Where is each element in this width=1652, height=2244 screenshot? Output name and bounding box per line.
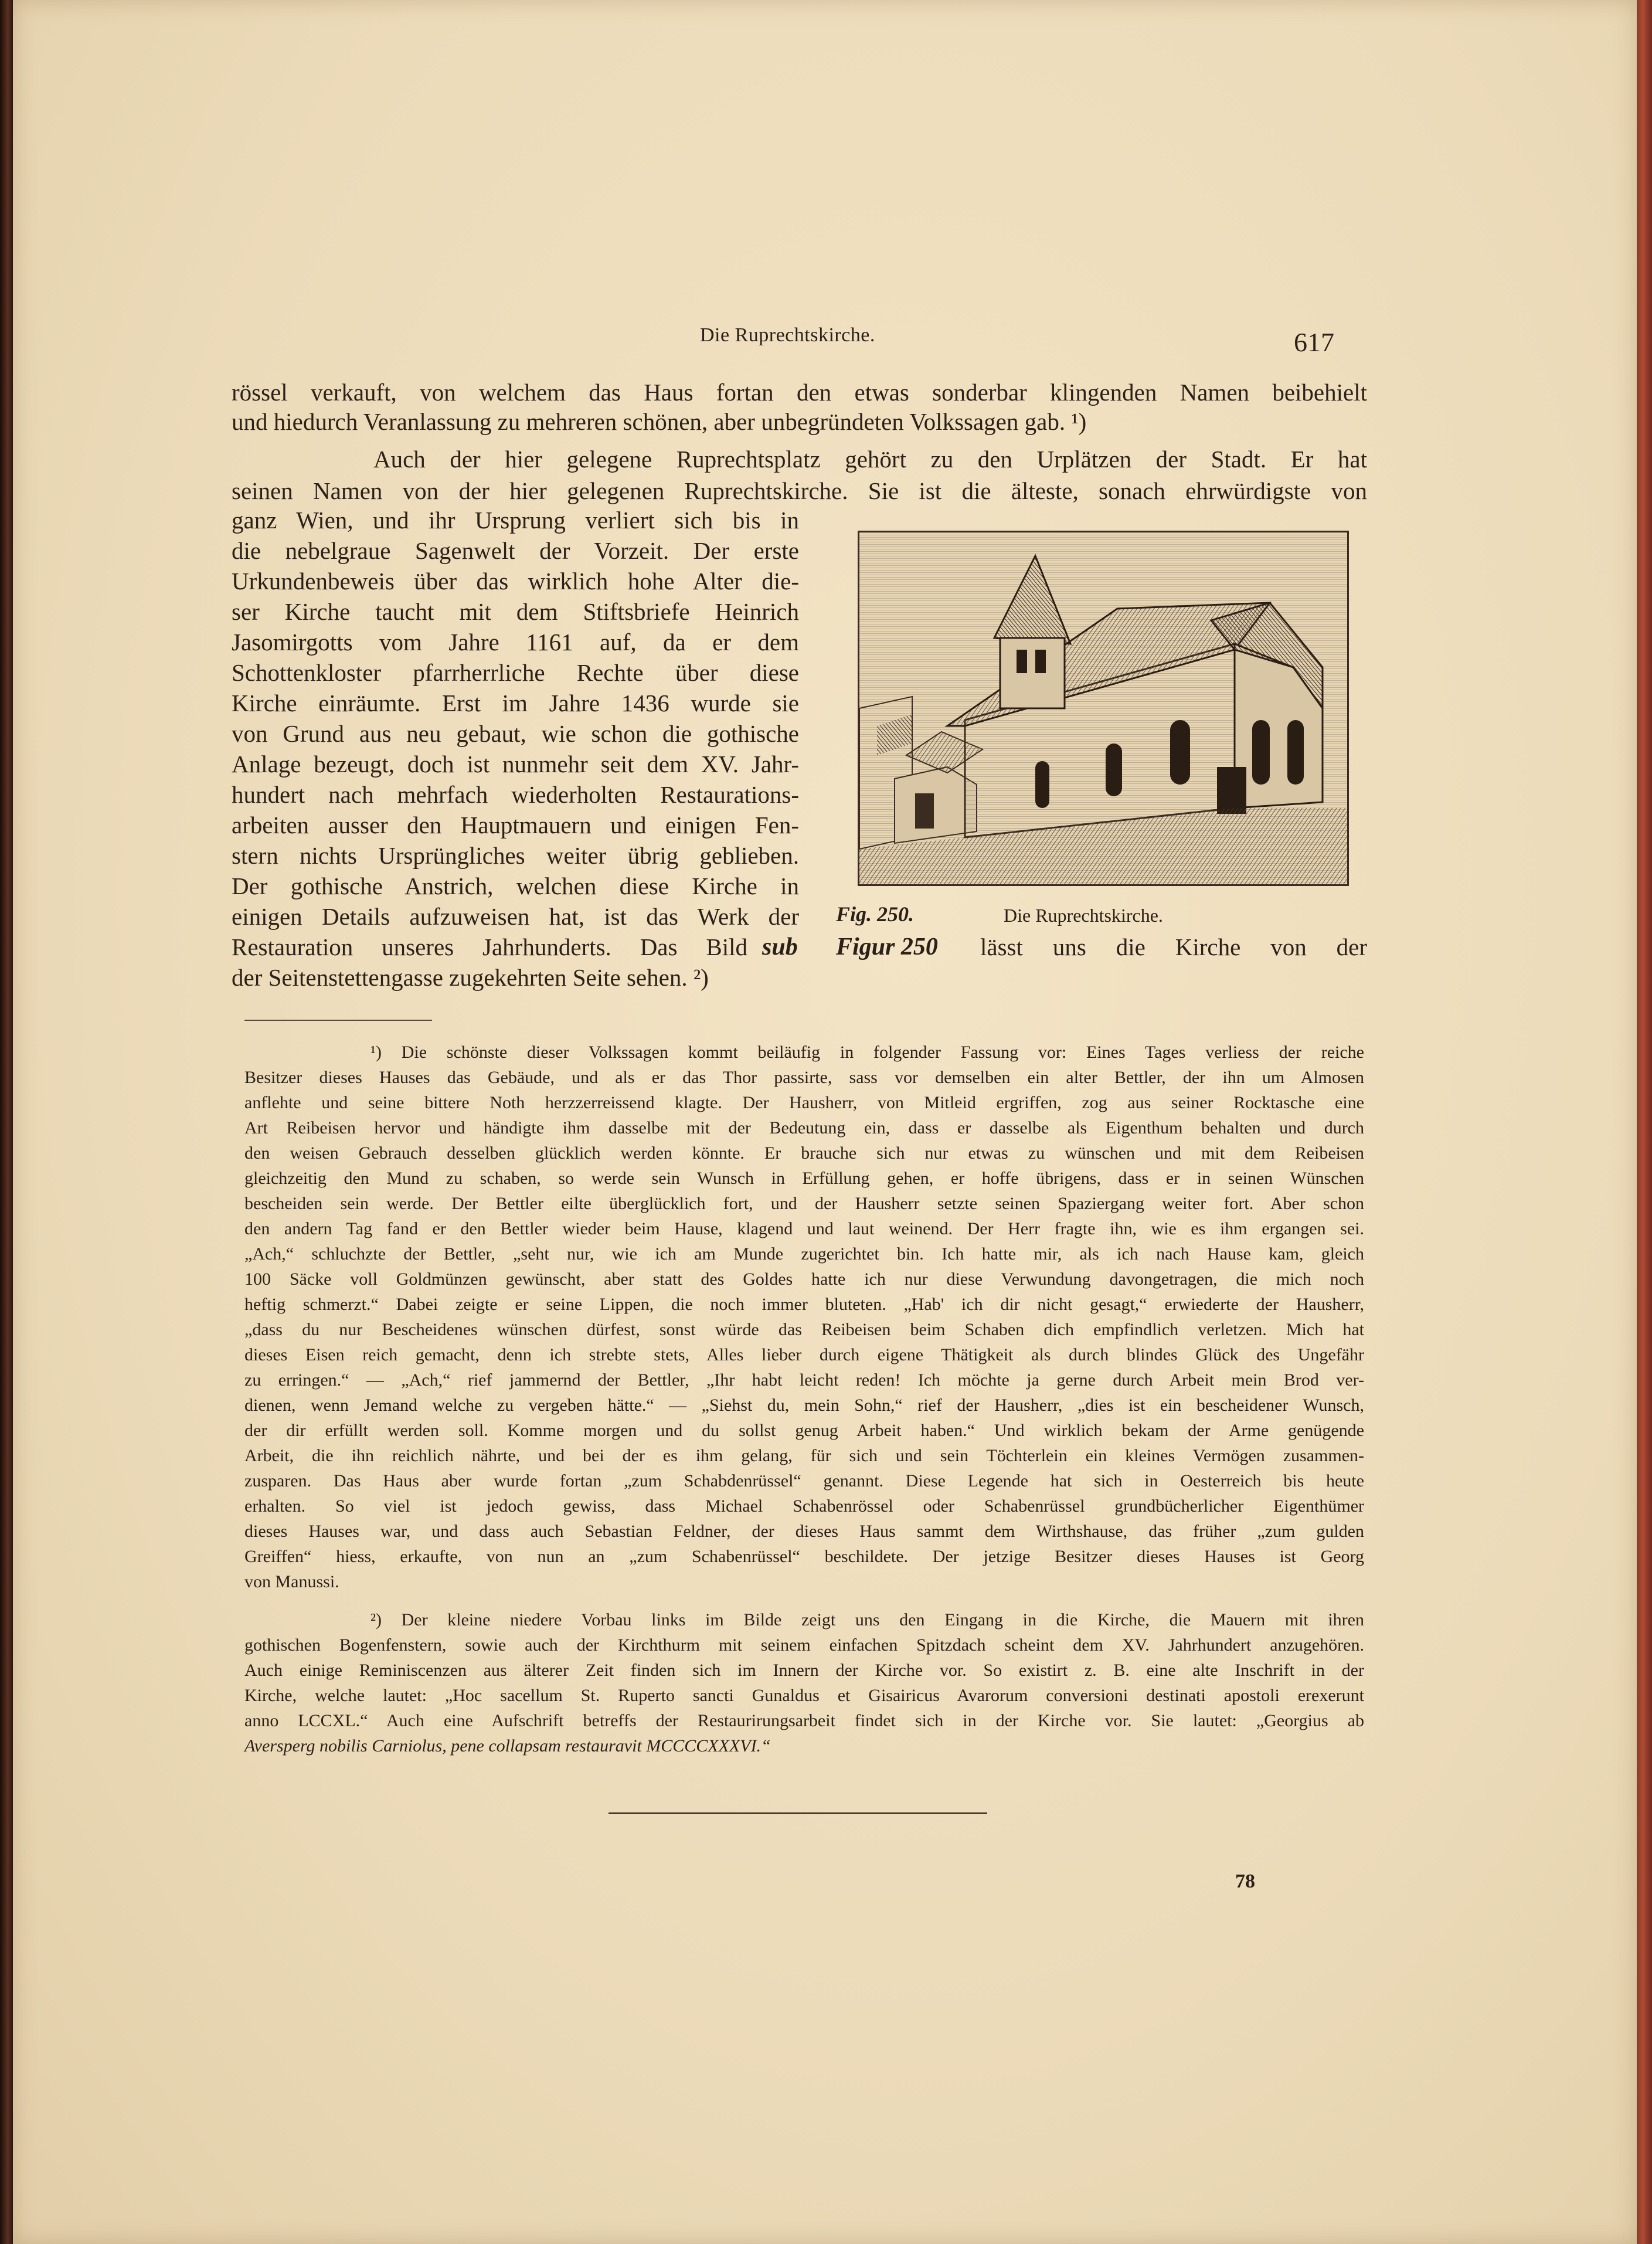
footnote-line: zusparen. Das Haus aber wurde fortan „zum Schabdenrüssel“ genannt. Diese Legende hat sich in Oesterreich bis heute: [244, 1471, 1364, 1491]
body-line: Jasomirgotts vom Jahre 1161 auf, da er dem: [232, 629, 799, 656]
footnote-line: gothischen Bogenfenstern, sowie auch der Kirchthurm mit seinem einfachen Spitzdach scheint dem XV. Jahrhundert anzugehören.: [244, 1635, 1364, 1655]
church-engraving-image: [859, 532, 1347, 884]
church-illustration: [858, 531, 1349, 886]
footnote-line: der dir erfüllt werden soll. Komme morgen und du sollst genug Arbeit haben.“ Und wirklich bekam der Arme genügende: [244, 1421, 1364, 1440]
body-line: der Seitenstettengasse zugekehrten Seite sehen. ²): [232, 964, 709, 991]
book-gutter: [0, 0, 13, 2244]
footnote-line: dieses Hauses war, und dass auch Sebastian Feldner, der dieses Haus sammt dem Wirthshause, das früher „zum gulden: [244, 1522, 1364, 1541]
body-line: seinen Namen von der hier gelegenen Ruprechtskirche. Sie ist die älteste, sonach ehrwürdigste von: [232, 477, 1367, 504]
sub-word: sub: [762, 933, 798, 960]
footnote-line: den weisen Gebrauch desselben glücklich werden könnte. Er brauche sich nur etwas zu wünschen und mit dem Reibeisen: [244, 1143, 1364, 1163]
footnote-line: anflehte und seine bittere Noth herzzerreissend klagte. Der Hausherr, von Mitleid ergriffen, zog aus seiner Rocktasche eine: [244, 1093, 1364, 1112]
body-line: Schottenkloster pfarrherrliche Rechte über diese: [232, 659, 799, 686]
body-line: Urkundenbeweis über das wirklich hohe Alter die-: [232, 568, 799, 595]
footnote-line: dieses Eisen reich gemacht, denn ich strebte stets, Alles lieber durch eigene Thätigkeit als durch blindes Glück des Ungefähr: [244, 1345, 1364, 1364]
footnote-line: „dass du nur Bescheidenes wünschen dürfest, sonst würde das Reibeisen beim Schaben dich empfindlich verletzen. Mich hat: [244, 1320, 1364, 1339]
footnote-line: von Manussi.: [244, 1572, 339, 1591]
signature-mark: 78: [1235, 1870, 1255, 1892]
footnote-line: dienen, wenn Jemand welche zu vergeben hätte.“ — „Siehst du, mein Sohn,“ rief der Hausherr, „dies ist ein bescheidener Wunsch,: [244, 1396, 1364, 1415]
book-edge: [1637, 0, 1652, 2244]
footnote-rule: [244, 1020, 432, 1021]
footnote-line: Kirche, welche lautet: „Hoc sacellum St. Ruperto sancti Gunaldus et Gisairicus Avarorum conversioni destinati apostoli erexerunt: [244, 1686, 1364, 1705]
footnote-line: heftig schmerzt.“ Dabei zeigte er seine Lippen, die noch immer bluteten. „Hab' ich dir nicht gesagt,“ erwiederte der Hausherr,: [244, 1295, 1364, 1314]
footnote-line: Aversperg nobilis Carniolus, pene collapsam restauravit MCCCCXXXVI.“: [244, 1736, 771, 1756]
body-line: und hiedurch Veranlassung zu mehreren schönen, aber unbegründeten Volkssagen gab. ¹): [232, 408, 1087, 435]
footnote-line: Besitzer dieses Hauses das Gebäude, und als er das Thor passirte, sass vor demselben ein alter Bettler, der ihn um Almosen: [244, 1068, 1364, 1087]
body-line: lässt uns die Kirche von der: [980, 933, 1367, 960]
running-header: Die Ruprechtskirche.: [700, 324, 875, 346]
figure-reference: Figur 250: [836, 933, 938, 960]
footnote-line: anno LCCXL.“ Auch eine Aufschrift betreffs der Restaurirungsarbeit findet sich in der Kirche vor. Sie lautet: „Georgius ab: [244, 1711, 1364, 1730]
figure-label: Fig. 250.: [836, 902, 915, 926]
figure-caption: Die Ruprechtskirche.: [1004, 905, 1163, 926]
body-line: ser Kirche taucht mit dem Stiftsbriefe Heinrich: [232, 598, 799, 625]
book-page: [13, 0, 1637, 2244]
body-line: stern nichts Ursprüngliches weiter übrig geblieben.: [232, 842, 799, 869]
footnote-line: den andern Tag fand er den Bettler wieder beim Hause, klagend und laut weinend. Der Herr fragte ihn, wie es ihm ergangen sei.: [244, 1219, 1364, 1238]
body-line: Restauration unseres Jahrhunderts. Das Bild: [232, 933, 747, 960]
footnote-line: bescheiden sein werde. Der Bettler eilte überglücklich fort, und der Hausherr setzte seinen Spaziergang weiter fort. Aber schon: [244, 1194, 1364, 1213]
footnote-line: ²) Der kleine niedere Vorbau links im Bilde zeigt uns den Eingang in die Kirche, die Mauern mit ihren: [370, 1610, 1364, 1629]
body-line: die nebelgraue Sagenwelt der Vorzeit. Der erste: [232, 537, 799, 564]
body-line: arbeiten ausser den Hauptmauern und einigen Fen-: [232, 812, 799, 838]
page-number: 617: [1294, 327, 1334, 357]
footnote-line: erhalten. So viel ist jedoch gewiss, dass Michael Schabenrössel oder Schabenrüssel grundbücherlicher Eigenthümer: [244, 1496, 1364, 1516]
footnote-line: Greiffen“ hiess, erkaufte, von nun an „zum Schabenrüssel“ beschildete. Der jetzige Besitzer dieses Hauses ist Georg: [244, 1547, 1364, 1566]
footnote-line: 100 Säcke voll Goldmünzen gewünscht, aber statt des Goldes hatte ich nur diese Verwundung davongetragen, die mich noch: [244, 1269, 1364, 1289]
body-line: hundert nach mehrfach wiederholten Restaurations-: [232, 781, 799, 808]
body-line: Kirche einräumte. Erst im Jahre 1436 wurde sie: [232, 690, 799, 717]
body-line: von Grund aus neu gebaut, wie schon die gothische: [232, 720, 799, 747]
end-rule: [609, 1812, 987, 1814]
body-line: Anlage bezeugt, doch ist nunmehr seit dem XV. Jahr-: [232, 751, 799, 778]
footnote-line: „Ach,“ schluchzte der Bettler, „seht nur, wie ich am Munde zugerichtet bin. Ich hatte mir, als ich nach Hause kam, gleich: [244, 1244, 1364, 1264]
footnote-line: zu erringen.“ — „Ach,“ rief jammernd der Bettler, „Ihr habt leicht reden! Ich möchte ja gerne durch Arbeit mein Brod ver-: [244, 1370, 1364, 1390]
body-line: Auch der hier gelegene Ruprechtsplatz gehört zu den Urplätzen der Stadt. Er hat: [373, 446, 1367, 473]
footnote-line: Auch einige Reminiscenzen aus älterer Zeit finden sich im Innern der Kirche vor. So existirt z. B. eine alte Inschrift in der: [244, 1661, 1364, 1680]
body-line: ganz Wien, und ihr Ursprung verliert sich bis in: [232, 507, 799, 534]
footnote-line: ¹) Die schönste dieser Volkssagen kommt beiläufig in folgender Fassung vor: Eines Tages verliess der reiche: [370, 1043, 1364, 1062]
body-line: einigen Details aufzuweisen hat, ist das Werk der: [232, 903, 799, 930]
body-line: rössel verkauft, von welchem das Haus fortan den etwas sonderbar klingenden Namen beibehielt: [232, 379, 1367, 406]
body-line: Der gothische Anstrich, welchen diese Kirche in: [232, 873, 799, 899]
footnote-line: gleichzeitig den Mund zu schaben, so werde sein Wunsch in Erfüllung gehen, er hoffe übrigens, dass er in seinen Wünschen: [244, 1169, 1364, 1188]
footnote-line: Art Reibeisen hervor und händigte ihm dasselbe mit der Bedeutung ein, dass er dasselbe als Eigenthum behalten und durch: [244, 1118, 1364, 1138]
footnote-line: Arbeit, die ihn reichlich nährte, und bei der es ihm gelang, für sich und sein Töchterlein ein kleines Vermögen zusammen-: [244, 1446, 1364, 1465]
